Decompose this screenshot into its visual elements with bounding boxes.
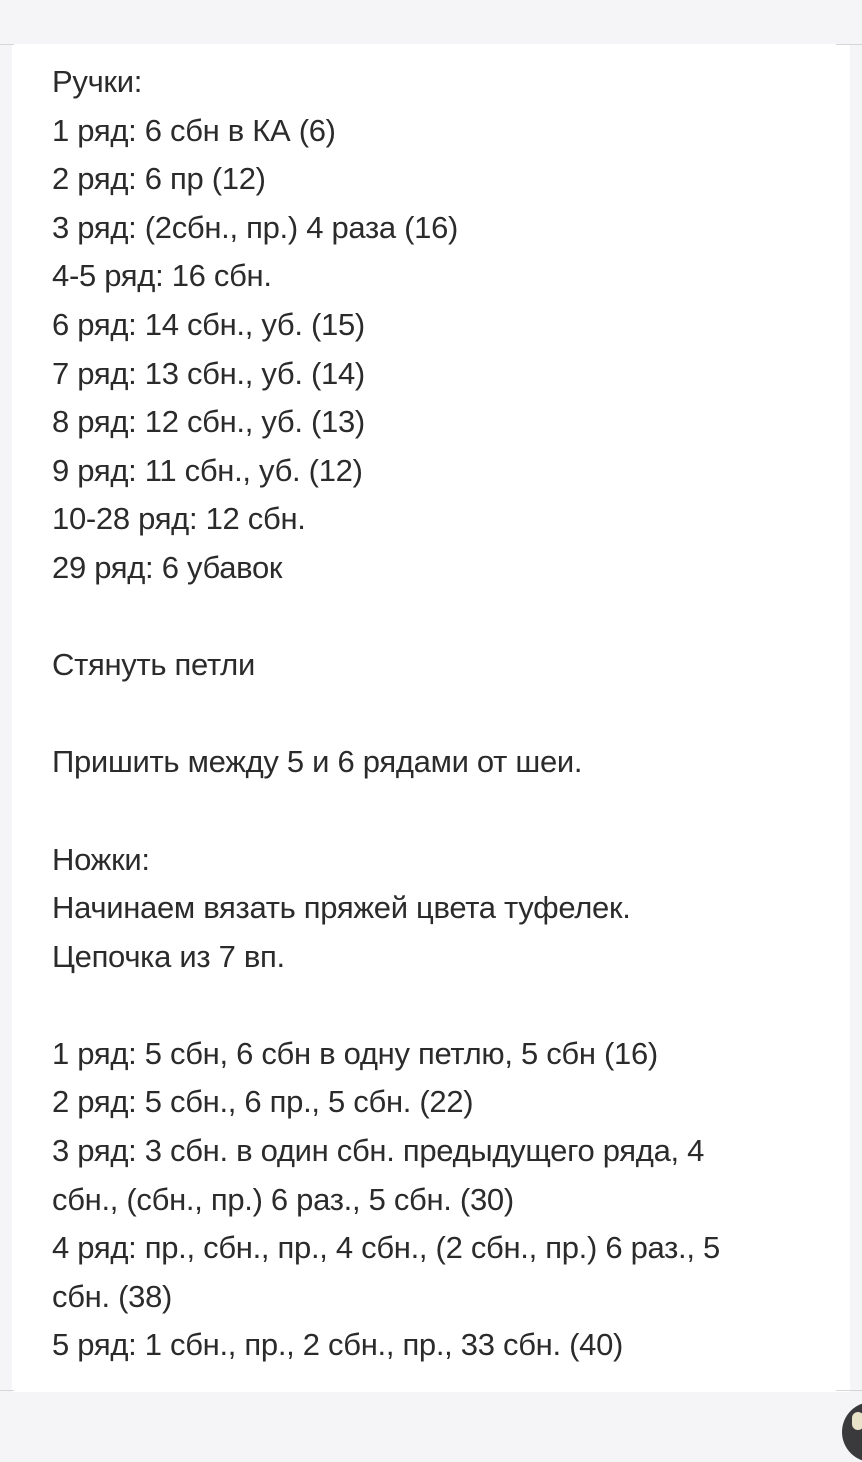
instruction-text: Цепочка из 7 вп. [52, 938, 285, 974]
bottom-right-edge-divider [836, 1390, 862, 1391]
blank-line [52, 981, 822, 1030]
pattern-row: 3 ряд: 3 сбн. в один сбн. предыдущего ряда, 4 [52, 1133, 705, 1169]
pattern-row: 7 ряд: 13 сбн., уб. (14) [52, 355, 365, 391]
pattern-row: 1 ряд: 6 сбн в КА (6) [52, 112, 336, 148]
pattern-row: 4-5 ряд: 16 сбн. [52, 258, 272, 294]
section-heading-legs: Ножки: [52, 841, 150, 877]
right-edge-divider [836, 44, 862, 45]
pattern-row: 4 ряд: пр., сбн., пр., 4 сбн., (2 сбн., пр.) 6 раз., 5 [52, 1230, 720, 1266]
bottom-left-edge-divider [0, 1390, 14, 1391]
corner-avatar-icon [842, 1402, 862, 1462]
pattern-row: 1 ряд: 5 сбн, 6 сбн в одну петлю, 5 сбн (16) [52, 1035, 658, 1071]
pattern-row: 2 ряд: 6 пр (12) [52, 161, 266, 197]
pattern-row-continued: сбн., (сбн., пр.) 6 раз., 5 сбн. (30) [52, 1181, 514, 1217]
left-edge-divider [0, 44, 14, 45]
blank-line [52, 593, 822, 642]
pattern-row: 9 ряд: 11 сбн., уб. (12) [52, 452, 363, 488]
section-heading-handles: Ручки: [52, 64, 143, 99]
pattern-row: 6 ряд: 14 сбн., уб. (15) [52, 306, 365, 342]
instruction-text: Пришить между 5 и 6 рядами от шеи. [52, 744, 583, 780]
pattern-text [52, 58, 822, 1370]
pattern-row: 3 ряд: (2сбн., пр.) 4 раза (16) [52, 209, 459, 245]
blank-line [52, 690, 822, 739]
pattern-row: 8 ряд: 12 сбн., уб. (13) [52, 404, 365, 440]
pattern-row-continued: сбн. (38) [52, 1278, 173, 1314]
pattern-row: 2 ряд: 5 сбн., 6 пр., 5 сбн. (22) [52, 1084, 474, 1120]
pattern-row: 10-28 ряд: 12 сбн. [52, 501, 306, 537]
instruction-text: Начинаем вязать пряжей цвета туфелек. [52, 890, 631, 926]
pattern-row: 29 ряд: 6 убавок [52, 549, 283, 585]
instruction-text: Стянуть петли [52, 647, 255, 683]
pattern-row: 5 ряд: 1 сбн., пр., 2 сбн., пр., 33 сбн. (40) [52, 1327, 624, 1363]
blank-line [52, 787, 822, 836]
